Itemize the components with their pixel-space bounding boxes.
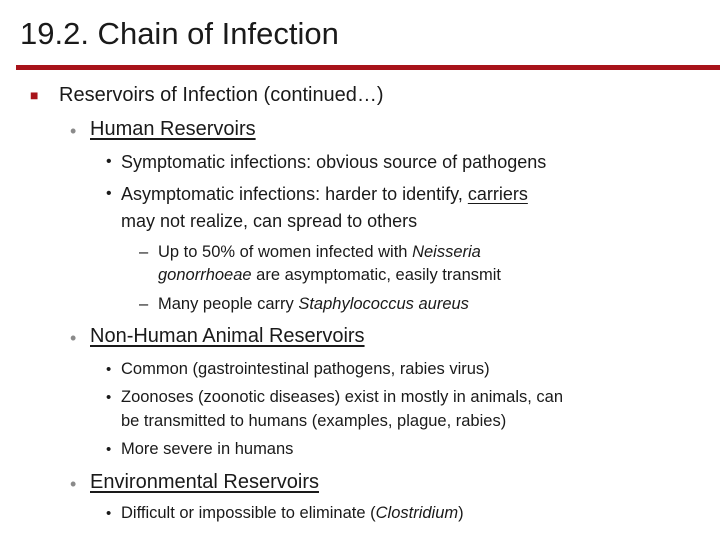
bullet-dot-icon: •: [70, 474, 77, 494]
human-bullet-asymptomatic-cont: may not realize, can spread to others: [121, 211, 418, 231]
neisseria-line: Up to 50% of women infected with Neisseria: [158, 243, 481, 261]
animal-bullet-severe: More severe in humans: [121, 440, 294, 458]
bullet-dot-icon: •: [106, 441, 112, 458]
animal-bullet-zoonoses-cont: be transmitted to humans (examples, plague, rabies): [121, 412, 507, 430]
bullet-dot-icon: •: [106, 389, 112, 406]
environmental-reservoirs-heading: [90, 471, 319, 494]
human-bullet-symptomatic: Symptomatic infections: obvious source of pathogens: [121, 152, 547, 172]
environmental-reservoirs-link[interactable]: Environmental Reservoirs: [90, 471, 319, 493]
bullet-dot-icon: •: [106, 185, 112, 202]
human-bullet-asymptomatic: Asymptomatic infections: harder to identify, carriers: [121, 184, 528, 204]
dash-bullet-icon: –: [139, 295, 149, 313]
bullet-dot-icon: •: [106, 153, 112, 170]
animal-bullet-common: Common (gastrointestinal pathogens, rabies virus): [121, 360, 490, 378]
human-reservoirs-heading: [90, 118, 256, 141]
bullet-dot-icon: •: [106, 505, 112, 522]
staph-line: Many people carry Staphylococcus aureus: [158, 295, 469, 313]
animal-bullet-zoonoses: Zoonoses (zoonotic diseases) exist in mostly in animals, can: [121, 388, 564, 406]
bullet-dot-icon: •: [106, 361, 112, 378]
neisseria-line-cont: gonorrhoeae are asymptomatic, easily transmit: [158, 266, 501, 284]
dash-bullet-icon: –: [139, 243, 149, 261]
bullet-dot-icon: •: [70, 328, 77, 348]
human-reservoirs-link[interactable]: Human Reservoirs: [90, 118, 256, 140]
square-bullet-icon: ■: [30, 87, 39, 103]
animal-reservoirs-link[interactable]: Non-Human Animal Reservoirs: [90, 325, 365, 347]
title-divider: [16, 65, 720, 70]
carriers-link[interactable]: carriers: [467, 184, 528, 204]
bullet-dot-icon: •: [70, 121, 77, 141]
level1-heading: Reservoirs of Infection (continued…): [59, 84, 384, 106]
environmental-bullet-difficult: Difficult or impossible to eliminate (Clostridium): [121, 504, 464, 522]
slide-title: 19.2. Chain of Infection: [20, 16, 339, 51]
animal-reservoirs-heading: [90, 325, 365, 348]
